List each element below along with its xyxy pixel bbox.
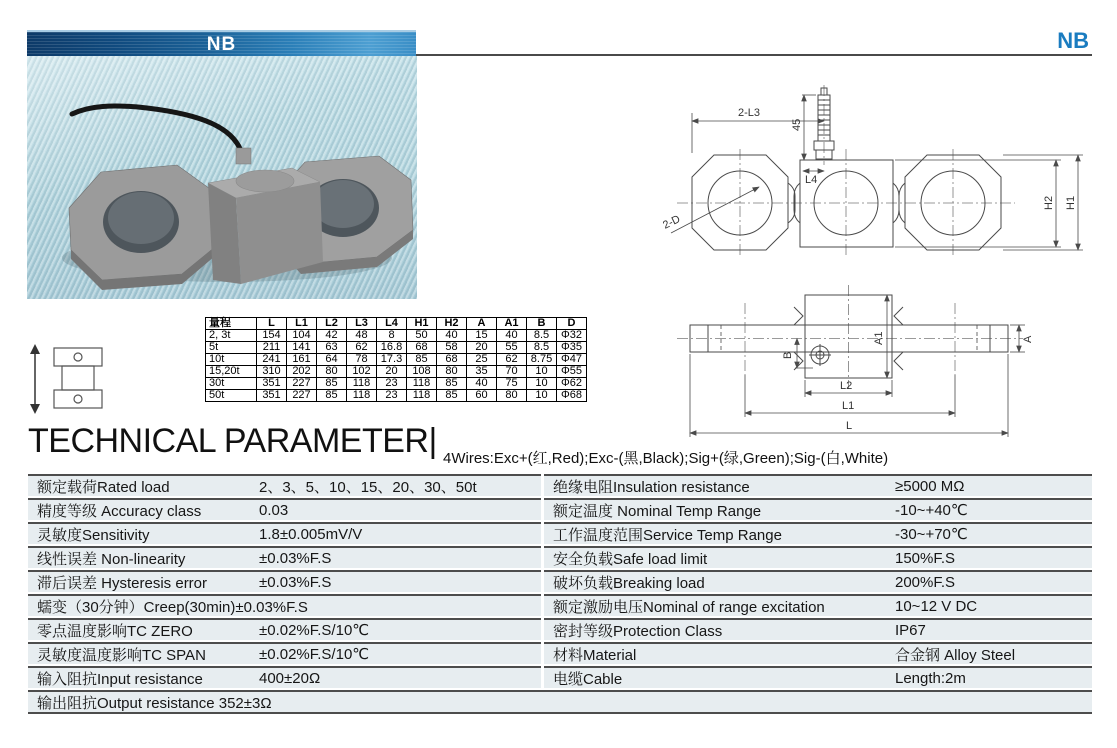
param-value: 1.8±0.005mV/V (259, 525, 363, 543)
param-value: IP67 (895, 621, 926, 639)
dim-table-cell: 75 (497, 378, 527, 390)
param-label: 密封等级Protection Class (553, 622, 723, 640)
param-row (28, 546, 541, 568)
param-row (544, 570, 1092, 592)
dim-table-cell: Φ35 (557, 342, 587, 354)
param-label: 工作温度范围Service Temp Range (553, 526, 782, 544)
dim-table-cell: 68 (437, 354, 467, 366)
param-row (544, 594, 1092, 616)
param-row (28, 498, 541, 520)
dim-table-cell: 85 (437, 390, 467, 402)
dim-label-L4: L4 (805, 174, 818, 186)
dim-table-header: L4 (377, 318, 407, 330)
param-value: -10~+40℃ (895, 502, 968, 519)
param-value: ±0.02%F.S/10℃ (259, 622, 370, 639)
dim-label-A: A (1022, 335, 1034, 343)
dim-label-2L3: 2-L3 (738, 107, 761, 119)
param-row (544, 618, 1092, 640)
dim-table-cell: 310 (257, 366, 287, 378)
param-row (28, 474, 541, 496)
param-row (28, 618, 541, 640)
dim-table-cell: 8 (377, 330, 407, 342)
dim-table-cell: 50t (206, 390, 257, 402)
param-label: 输出阻抗Output resistance 352±3Ω (37, 694, 272, 712)
param-value: ±0.03%F.S (259, 549, 332, 567)
dim-table-row (206, 378, 587, 390)
dim-table-header: H1 (407, 318, 437, 330)
dim-table-cell: 8.5 (527, 342, 557, 354)
dim-table-cell: 62 (347, 342, 377, 354)
param-value: 10~12 V DC (895, 597, 978, 615)
dim-table-cell: 85 (317, 378, 347, 390)
dim-table-cell: 85 (407, 354, 437, 366)
dim-table-cell: 68 (407, 342, 437, 354)
dim-table-cell: 55 (497, 342, 527, 354)
dim-label-H2: H2 (1043, 195, 1055, 210)
dim-table-cell: 118 (407, 378, 437, 390)
dim-table-cell: 211 (257, 342, 287, 354)
page-code: NB (1057, 28, 1089, 53)
dim-table-cell: 118 (347, 378, 377, 390)
param-label: 材料Material (553, 646, 637, 664)
dim-table-cell: 62 (497, 354, 527, 366)
param-value: 150%F.S (895, 549, 956, 567)
param-value: ±0.02%F.S/10℃ (259, 646, 370, 663)
dim-table-cell: 10 (527, 366, 557, 378)
dim-table-cell: 80 (317, 366, 347, 378)
param-label: 破坏负载Breaking load (553, 574, 705, 592)
dim-table-cell: 20 (377, 366, 407, 378)
param-row (28, 594, 541, 616)
param-label: 灵敏度温度影响TC SPAN (37, 646, 206, 664)
param-label: 滞后误差 Hysteresis error (37, 574, 208, 592)
dim-table-cell: 40 (467, 378, 497, 390)
dim-table-cell: 161 (287, 354, 317, 366)
dimension-table (205, 317, 587, 402)
param-row-output-resistance (28, 690, 1092, 714)
dim-table-cell: 118 (347, 390, 377, 402)
left-hole-inner (108, 192, 174, 244)
dim-table-cell: 8.75 (527, 354, 557, 366)
param-row (544, 522, 1092, 544)
param-label: 蠕变（30分钟）Creep(30min)±0.03%F.S (37, 598, 308, 616)
dim-table-cell: 10t (206, 354, 257, 366)
param-row (544, 474, 1092, 496)
dim-table-cell: 50 (407, 330, 437, 342)
dim-label-45: 45 (791, 118, 803, 131)
dim-table-header: L (257, 318, 287, 330)
dim-table-cell: 10 (527, 378, 557, 390)
dim-table-cell: 63 (317, 342, 347, 354)
dim-table-cell: Φ47 (557, 354, 587, 366)
dim-table-cell: 102 (347, 366, 377, 378)
dim-table-cell: 40 (437, 330, 467, 342)
dim-table-header: L1 (287, 318, 317, 330)
cable (72, 106, 243, 158)
dim-table-row (206, 330, 587, 342)
dim-table-cell: 70 (497, 366, 527, 378)
param-label: 安全负载Safe load limit (553, 550, 708, 568)
dim-table-cell: 5t (206, 342, 257, 354)
dim-table-cell: 15,20t (206, 366, 257, 378)
section-title: TECHNICAL PARAMETER| (28, 422, 437, 460)
param-row (28, 570, 541, 592)
dim-table-cell: 241 (257, 354, 287, 366)
param-value: 0.03 (259, 501, 289, 519)
dim-table-cell: 58 (437, 342, 467, 354)
dim-table-cell: 78 (347, 354, 377, 366)
param-value: ≥5000 MΩ (895, 477, 965, 495)
param-row (544, 666, 1092, 688)
parameter-column-left (28, 474, 541, 690)
load-cell-illustration (27, 56, 417, 299)
dim-table-header: H2 (437, 318, 467, 330)
dim-table-cell: 154 (257, 330, 287, 342)
dim-table-cell: 85 (317, 390, 347, 402)
wires-note: 4Wires:Exc+(红,Red);Exc-(黑,Black);Sig+(绿,Green);Sig-(白,White) (443, 450, 889, 467)
dim-table-row (206, 354, 587, 366)
dim-table-cell: 15 (467, 330, 497, 342)
param-label: 电缆Cable (553, 670, 623, 688)
param-value: -30~+70℃ (895, 526, 968, 543)
dim-label-L: L (846, 420, 853, 432)
product-photo (27, 56, 417, 299)
param-label: 零点温度影响TC ZERO (37, 622, 193, 640)
param-label: 额定温度 Nominal Temp Range (553, 502, 762, 520)
dim-table-header: 量程 (206, 318, 257, 330)
param-label: 灵敏度Sensitivity (37, 526, 150, 544)
param-row (544, 642, 1092, 664)
dim-table-cell: 227 (287, 378, 317, 390)
param-row (28, 666, 541, 688)
dim-table-cell: 141 (287, 342, 317, 354)
dim-table-cell: 118 (407, 390, 437, 402)
dim-table-header: L2 (317, 318, 347, 330)
dim-table-cell: 108 (407, 366, 437, 378)
dim-table-cell: 10 (527, 390, 557, 402)
param-value: 200%F.S (895, 573, 956, 591)
dim-table-header: L3 (347, 318, 377, 330)
dim-label-L2: L2 (840, 380, 853, 392)
param-label: 额定激励电压Nominal of range excitation (553, 598, 825, 616)
param-label: 输入阻抗Input resistance (37, 670, 203, 688)
dim-table-row (206, 366, 587, 378)
cable-gland (236, 148, 251, 164)
dim-table-cell: 80 (437, 366, 467, 378)
param-value: Length:2m (895, 669, 966, 687)
param-label: 额定载荷Rated load (37, 478, 170, 496)
dim-table-cell: Φ62 (557, 378, 587, 390)
dim-table-cell: 17.3 (377, 354, 407, 366)
param-row (28, 642, 541, 664)
header-rule (416, 54, 1092, 56)
dim-table-cell: 351 (257, 378, 287, 390)
param-value: ±0.03%F.S (259, 573, 332, 591)
parameter-column-right (544, 474, 1092, 690)
dim-table-cell: 80 (497, 390, 527, 402)
dim-label-2D: 2-D (663, 213, 683, 232)
dim-table-cell: 40 (497, 330, 527, 342)
dim-table-cell: 227 (287, 390, 317, 402)
dim-table-cell: 16.8 (377, 342, 407, 354)
param-label: 绝缘电阻Insulation resistance (553, 478, 750, 496)
dim-table-cell: 20 (467, 342, 497, 354)
dim-table-cell: 8.5 (527, 330, 557, 342)
dim-label-L1: L1 (842, 400, 855, 412)
dim-table-cell: 42 (317, 330, 347, 342)
dim-table-cell: 351 (257, 390, 287, 402)
dim-table-cell: 35 (467, 366, 497, 378)
dim-table-cell: 104 (287, 330, 317, 342)
dim-table-cell: 85 (437, 378, 467, 390)
dim-table-cell: 2, 3t (206, 330, 257, 342)
dim-label-B: B (782, 351, 794, 359)
param-row (28, 522, 541, 544)
param-value: 合金钢 Alloy Steel (895, 646, 1016, 664)
dim-table-cell: Φ55 (557, 366, 587, 378)
cube-top-circle (236, 170, 294, 192)
dim-table-cell: 23 (377, 378, 407, 390)
dim-label-A1: A1 (873, 331, 885, 345)
param-value: 400±20Ω (259, 669, 321, 687)
dim-table-row (206, 342, 587, 354)
dim-table-header: D (557, 318, 587, 330)
force-direction-pictogram (20, 340, 122, 418)
param-label: 精度等级 Accuracy class (37, 502, 202, 520)
dim-table-cell: 60 (467, 390, 497, 402)
param-value: 2、3、5、10、15、20、30、50t (259, 478, 477, 496)
dim-table-cell: 23 (377, 390, 407, 402)
param-label: 线性误差 Non-linearity (37, 550, 186, 568)
dim-table-cell: 202 (287, 366, 317, 378)
param-row (544, 546, 1092, 568)
dim-table-header: A1 (497, 318, 527, 330)
param-row (544, 498, 1092, 520)
dim-table-header-row (206, 318, 587, 330)
front-view-drawing (663, 83, 1095, 273)
dim-table-cell: 48 (347, 330, 377, 342)
dim-table-cell: 30t (206, 378, 257, 390)
dim-table-header: A (467, 318, 497, 330)
header-banner (27, 30, 416, 59)
banner-title: NB (206, 34, 237, 55)
dim-table-row (206, 390, 587, 402)
dim-label-H1: H1 (1065, 195, 1077, 210)
top-view-drawing (663, 283, 1095, 453)
dim-table-cell: Φ68 (557, 390, 587, 402)
dim-table-header: B (527, 318, 557, 330)
dim-table-cell: 25 (467, 354, 497, 366)
dim-table-cell: 64 (317, 354, 347, 366)
parameter-table (28, 474, 1092, 724)
dim-table-cell: Φ32 (557, 330, 587, 342)
